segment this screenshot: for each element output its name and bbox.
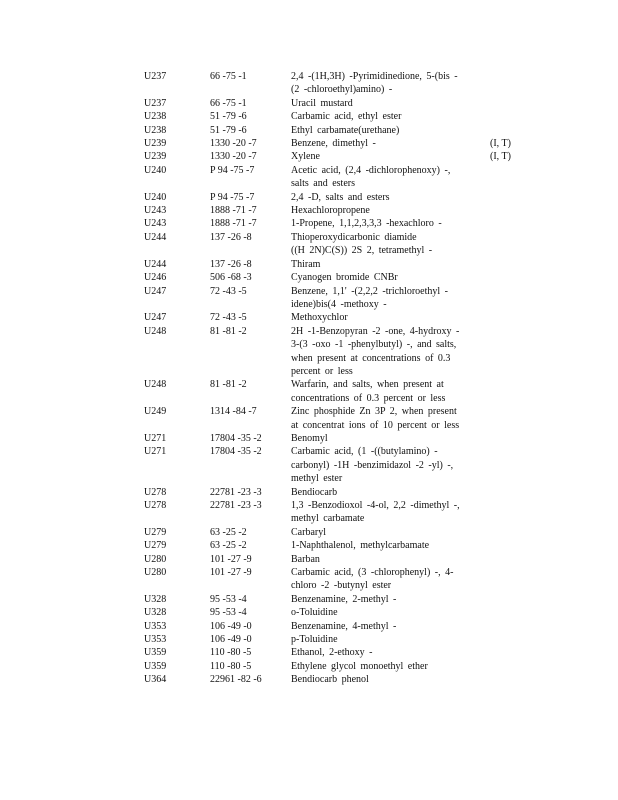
cas-number: 66 -75 -1 — [210, 71, 247, 82]
table-row — [0, 191, 618, 204]
substance-name: Carbamic acid, ethyl ester — [291, 111, 402, 123]
waste-code: U238 — [144, 111, 167, 123]
substance-name: o-Toluidine — [291, 607, 338, 619]
cas-number: 81 -81 -2 — [210, 379, 247, 391]
table-row — [0, 325, 618, 379]
substance-name: 2,4 -(1H,3H) -Pyrimidinedione, 5-(bis - (2 -chloroethyl)amino) - — [291, 71, 458, 96]
hazard-code: (I, T) — [490, 138, 511, 150]
substance-name: 2H -1-Benzopyran -2 -one, 4-hydroxy - 3-(3 -oxo -1 -phenylbutyl) -, and salts, when present at concentrations of 0.3 percent or less — [291, 325, 460, 377]
cas-number: 106 -49 -0 — [210, 620, 252, 632]
cas-number: 22781 -23 -3 — [210, 486, 262, 498]
substance-name: Benzene, dimethyl - — [291, 138, 376, 150]
table-row — [0, 445, 618, 485]
cas-number: 22781 -23 -3 — [210, 500, 262, 511]
table-row — [0, 499, 618, 526]
substance-name: Benzenamine, 4-methyl - — [291, 620, 397, 632]
table-row — [0, 378, 618, 405]
waste-code: U237 — [144, 97, 167, 109]
cas-number: 1330 -20 -7 — [210, 138, 257, 150]
table-row — [0, 486, 618, 499]
cas-number: P 94 -75 -7 — [210, 164, 255, 176]
cas-number: 506 -68 -3 — [210, 272, 252, 284]
waste-code: U247 — [144, 285, 167, 297]
substance-name: Uracil mustard — [291, 97, 353, 109]
table-row — [0, 110, 618, 123]
table-row — [0, 231, 618, 258]
substance-name: Bendiocarb — [291, 486, 338, 498]
waste-code: U239 — [144, 138, 167, 150]
waste-code: U249 — [144, 406, 167, 418]
waste-code: U247 — [144, 312, 167, 324]
waste-code: U353 — [144, 634, 167, 646]
table-row — [0, 285, 618, 312]
substance-name: Acetic acid, (2,4 -dichlorophenoxy) -, salts and esters — [291, 164, 451, 190]
cas-number: 51 -79 -6 — [210, 124, 247, 136]
cas-number: 72 -43 -5 — [210, 285, 247, 297]
cas-number: 1314 -84 -7 — [210, 406, 257, 418]
table-row — [0, 673, 618, 686]
substance-name: p-Toluidine — [291, 634, 338, 646]
substance-name: Ethylene glycol monoethyl ether — [291, 660, 428, 672]
waste-code: U239 — [144, 151, 167, 163]
substance-name: Carbamic acid, (1 -((butylamino) - carbonyl) -1H -benzimidazol -2 -yl) -, methyl ester — [291, 446, 454, 485]
cas-number: 1330 -20 -7 — [210, 151, 257, 163]
waste-code: U271 — [144, 446, 167, 458]
table-row — [0, 164, 618, 191]
cas-number: 17804 -35 -2 — [210, 446, 262, 458]
cas-number: 110 -80 -5 — [210, 660, 252, 672]
table-row — [0, 124, 618, 137]
table-row — [0, 606, 618, 619]
cas-number: 95 -53 -4 — [210, 607, 247, 619]
cas-number: 1888 -71 -7 — [210, 218, 257, 230]
substance-name: Benzene, 1,1' -(2,2,2 -trichloroethyl - idene)bis(4 -methoxy - — [291, 285, 448, 310]
waste-code: U359 — [144, 647, 167, 659]
substance-name: Zinc phosphide Zn 3P 2, when present at concentrat ions of 10 percent or less — [291, 406, 460, 431]
waste-code: U328 — [144, 593, 167, 605]
substance-name: Ethanol, 2-ethoxy - — [291, 647, 373, 659]
cas-number: 137 -26 -8 — [210, 258, 252, 270]
table-row — [0, 646, 618, 659]
cas-number: 1888 -71 -7 — [210, 205, 257, 217]
table-row — [0, 593, 618, 606]
hazardous-waste-table — [0, 70, 618, 687]
substance-name: Carbamic acid, (3 -chlorophenyl) -, 4- chloro -2 -butynyl ester — [291, 567, 454, 592]
table-row — [0, 633, 618, 646]
cas-number: 51 -79 -6 — [210, 111, 247, 123]
substance-name: Barban — [291, 553, 320, 565]
cas-number: 101 -27 -9 — [210, 567, 252, 579]
cas-number: 110 -80 -5 — [210, 647, 252, 659]
waste-code: U240 — [144, 191, 167, 203]
table-row — [0, 311, 618, 324]
substance-name: Xylene — [291, 151, 320, 163]
cas-number: 106 -49 -0 — [210, 634, 252, 646]
waste-code: U243 — [144, 218, 167, 230]
waste-code: U238 — [144, 124, 167, 136]
waste-code: U364 — [144, 674, 167, 686]
substance-name: Warfarin, and salts, when present at concentrations of 0.3 percent or less — [291, 379, 446, 404]
substance-name: 1-Naphthalenol, methylcarbamate — [291, 540, 430, 552]
substance-name: Cyanogen bromide CNBr — [291, 272, 398, 284]
cas-number: 101 -27 -9 — [210, 553, 252, 565]
table-row — [0, 204, 618, 217]
table-row — [0, 97, 618, 110]
table-row — [0, 258, 618, 271]
waste-code: U243 — [144, 205, 167, 217]
cas-number: 95 -53 -4 — [210, 593, 247, 605]
substance-name: Thioperoxydicarbonic diamide ((H 2N)C(S)) 2S 2, tetramethyl - — [291, 231, 433, 257]
cas-number: 137 -26 -8 — [210, 231, 252, 243]
cas-number: 17804 -35 -2 — [210, 432, 262, 444]
cas-number: 72 -43 -5 — [210, 312, 247, 324]
waste-code: U328 — [144, 607, 167, 619]
substance-name: Benomyl — [291, 432, 328, 444]
cas-number: P 94 -75 -7 — [210, 191, 255, 203]
waste-code: U271 — [144, 432, 167, 444]
waste-code: U278 — [144, 500, 167, 511]
waste-code: U244 — [144, 258, 167, 270]
cas-number: 22961 -82 -6 — [210, 674, 262, 686]
waste-code: U279 — [144, 526, 167, 538]
cas-number: 66 -75 -1 — [210, 97, 247, 109]
waste-code: U278 — [144, 486, 167, 498]
table-row — [0, 620, 618, 633]
waste-code: U240 — [144, 164, 167, 176]
hazard-code: (I, T) — [490, 151, 511, 163]
table-row — [0, 70, 618, 97]
table-row — [0, 137, 618, 150]
table-row — [0, 150, 618, 163]
table-row — [0, 217, 618, 230]
table-row — [0, 526, 618, 539]
table-row — [0, 566, 618, 593]
table-row — [0, 553, 618, 566]
substance-name: Benzenamine, 2-methyl - — [291, 593, 397, 605]
table-row — [0, 660, 618, 673]
waste-code: U359 — [144, 660, 167, 672]
substance-name: Methoxychlor — [291, 312, 348, 324]
substance-name: 1-Propene, 1,1,2,3,3,3 -hexachloro - — [291, 218, 442, 230]
cas-number: 63 -25 -2 — [210, 526, 247, 538]
table-row — [0, 271, 618, 284]
substance-name: Bendiocarb phenol — [291, 674, 369, 686]
substance-name: 1,3 -Benzodioxol -4-ol, 2,2 -dimethyl -, methyl carbamate — [291, 500, 460, 525]
table-row — [0, 539, 618, 552]
substance-name: 2,4 -D, salts and esters — [291, 191, 390, 203]
waste-code: U353 — [144, 620, 167, 632]
waste-code: U280 — [144, 553, 167, 565]
waste-code: U248 — [144, 325, 167, 337]
waste-code: U246 — [144, 272, 167, 284]
substance-name: Thiram — [291, 258, 321, 270]
table-row — [0, 405, 618, 432]
waste-code: U279 — [144, 540, 167, 552]
cas-number: 63 -25 -2 — [210, 540, 247, 552]
waste-code: U248 — [144, 379, 167, 391]
waste-code: U280 — [144, 567, 167, 579]
waste-code: U244 — [144, 231, 167, 243]
table-row — [0, 432, 618, 445]
waste-code: U237 — [144, 71, 167, 82]
substance-name: Hexachloropropene — [291, 205, 370, 217]
cas-number: 81 -81 -2 — [210, 325, 247, 337]
substance-name: Ethyl carbamate(urethane) — [291, 124, 400, 136]
substance-name: Carbaryl — [291, 526, 326, 538]
